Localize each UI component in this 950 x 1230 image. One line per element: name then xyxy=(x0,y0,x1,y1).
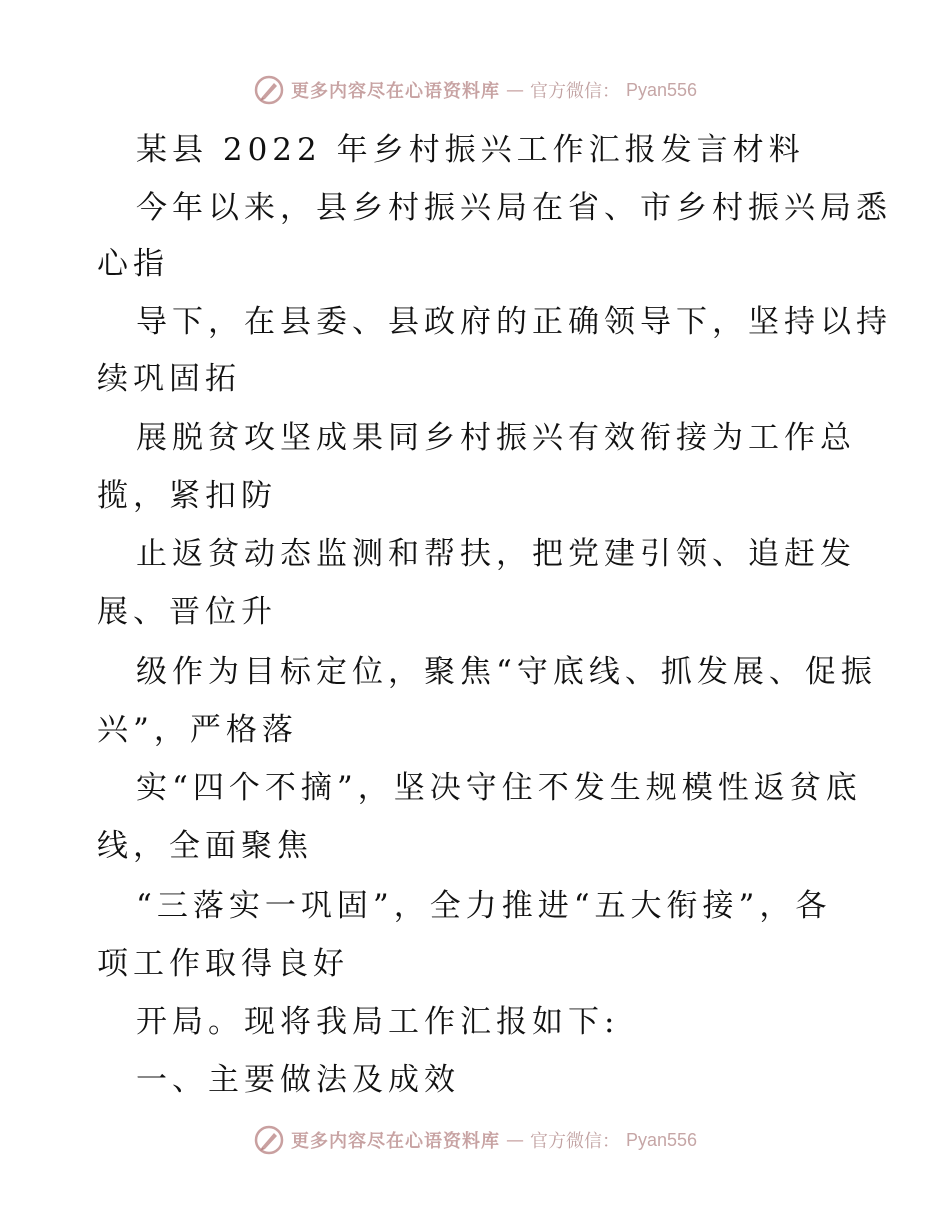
watermark-wechat-id: Pyan556 xyxy=(625,1129,698,1150)
watermark-brand: 更多内容尽在心语资料库 xyxy=(290,1131,500,1152)
text-line: 项工作取得良好 xyxy=(97,946,349,982)
watermark-wechat-id: Pyan556 xyxy=(625,79,698,100)
text-line: 导下，在县委、县政府的正确领导下，坚持以持 xyxy=(136,304,892,340)
text-line: 止返贫动态监测和帮扶，把党建引领、追赶发 xyxy=(136,536,856,572)
watermark-brand: 更多内容尽在心语资料库 xyxy=(290,81,500,102)
text-line: “三落实一巩固”，全力推进“五大衔接”，各 xyxy=(136,888,832,924)
text-line: 展脱贫攻坚成果同乡村振兴有效衔接为工作总 xyxy=(136,420,856,456)
text-line: 级作为目标定位，聚焦“守底线、抓发展、促振 xyxy=(136,654,877,690)
text-line: 实“四个不摘”，坚决守住不发生规模性返贫底 xyxy=(136,770,862,806)
watermark-label: 官方微信： xyxy=(529,1131,620,1152)
text-line: 开局。现将我局工作汇报如下: xyxy=(136,1004,620,1040)
text-line: 兴”，严格落 xyxy=(97,712,298,748)
watermark-label: 官方微信： xyxy=(529,81,620,102)
pen-logo-icon xyxy=(253,1124,285,1156)
text-line: 展、晋位升 xyxy=(97,594,277,630)
text-line: 今年以来，县乡村振兴局在省、市乡村振兴局悉 xyxy=(136,190,892,226)
text-line: 续巩固拓 xyxy=(97,361,241,397)
text-line: 线，全面聚焦 xyxy=(97,828,313,864)
watermark-bottom xyxy=(0,1122,950,1158)
text-line: 心指 xyxy=(97,246,169,282)
document-title: 某县 2022 年乡村振兴工作汇报发言材料 xyxy=(136,132,805,168)
text-line: 揽，紧扣防 xyxy=(97,478,277,514)
watermark-top xyxy=(0,72,950,108)
pen-logo-icon xyxy=(253,74,285,106)
section-heading: 一、主要做法及成效 xyxy=(136,1062,460,1098)
watermark-separator: — xyxy=(505,1129,524,1151)
watermark-separator: — xyxy=(505,79,524,101)
